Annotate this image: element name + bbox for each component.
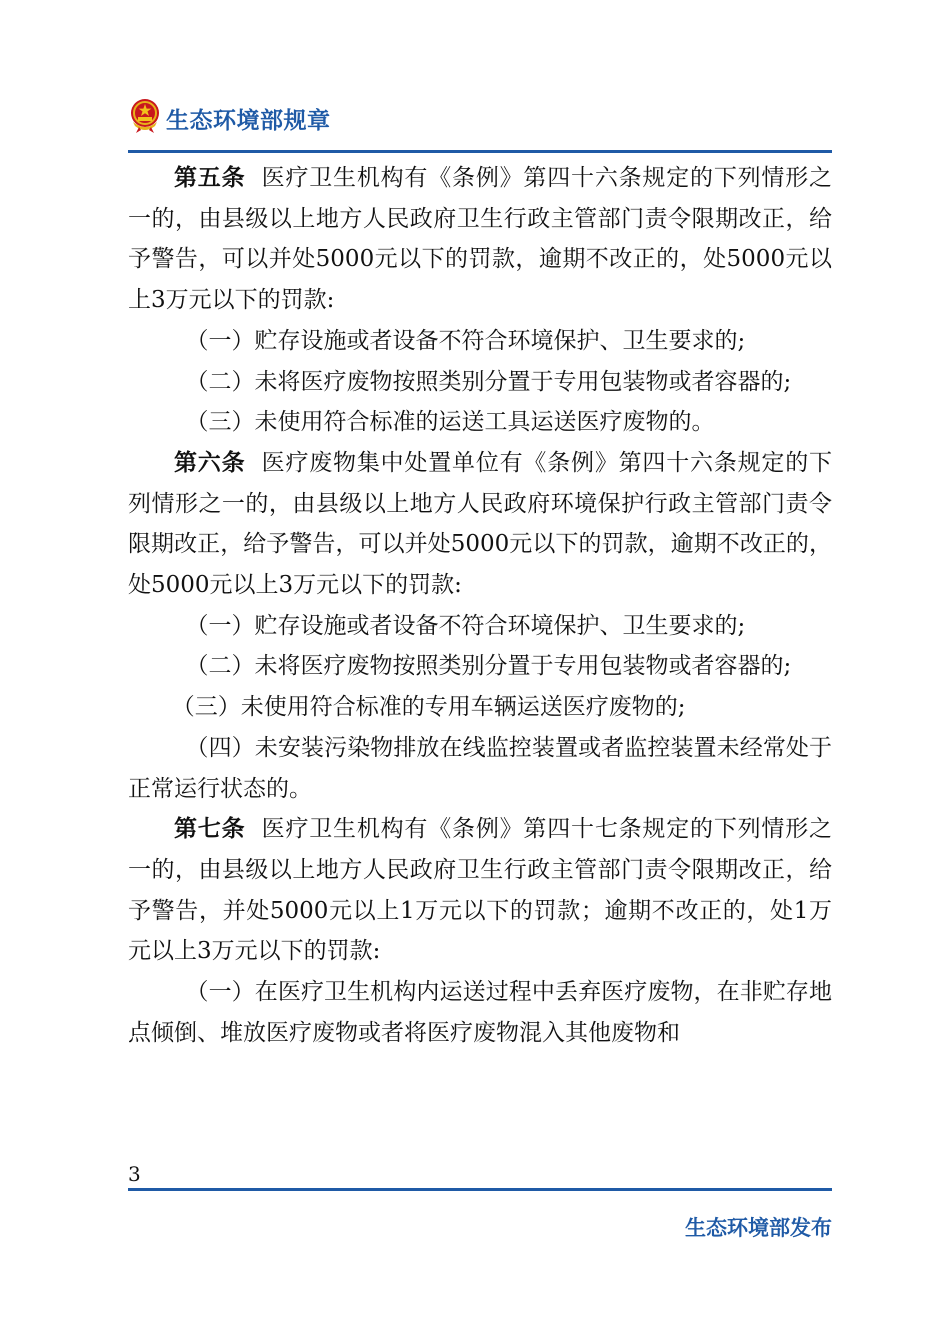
page-header [128, 98, 832, 154]
article-text: 医疗卫生机构有《条例》第四十六条规定的下列情形之一的，由县级以上地方人民政府卫生行政主管部门责令限期改正，给予警告，可以并处5000元以下的罚款，逾期不改正的，处5000元以上3万元以下的罚款: [128, 165, 833, 314]
footer-publisher: 生态环境部发布 [685, 1216, 832, 1240]
article-item: （四）未安装污染物排放在线监控装置或者监控装置未经常处于正常运行状态的。 [128, 734, 832, 802]
article-item: （三）未使用符合标准的专用车辆运送医疗废物的; [171, 694, 686, 721]
footer-divider [128, 1188, 832, 1191]
header-title: 生态环境部规章 [166, 108, 331, 134]
article-text: 医疗卫生机构有《条例》第四十七条规定的下列情形之一的，由县级以上地方人民政府卫生行政主管部门责令限期改正，给予警告，并处5000元以上1万元以下的罚款；逾期不改正的，处1万元以上3万元以下的罚款: [128, 816, 833, 965]
article-item: （一）贮存设施或者设备不符合环境保护、卫生要求的; [185, 612, 746, 639]
header-divider [128, 150, 832, 153]
article-paragraph [128, 158, 832, 321]
article-label: 第六条 [174, 449, 246, 476]
national-emblem-icon [128, 98, 162, 134]
article-item: （二）未将医疗废物按照类别分置于专用包装物或者容器的; [185, 368, 792, 395]
article-text: 医疗废物集中处置单位有《条例》第四十六条规定的下列情形之一的，由县级以上地方人民政府环境保护行政主管部门责令限期改正，给予警告，可以并处5000元以下的罚款，逾期不改正的，处5000元以上3万元以下的罚款: [128, 449, 833, 599]
article-item: （一）在医疗卫生机构内运送过程中丢弃医疗废物，在非贮存地点倾倒、堆放医疗废物或者将医疗废物混入其他废物和 [128, 979, 832, 1046]
article-paragraph [128, 809, 832, 972]
article-item: （三）未使用符合标准的运送工具运送医疗废物的。 [185, 409, 715, 436]
document-body [128, 158, 832, 1053]
article-item: （二）未将医疗废物按照类别分置于专用包装物或者容器的; [185, 653, 792, 680]
page-number: 3 [128, 1162, 141, 1186]
article-paragraph [128, 443, 832, 606]
article-item: （一）贮存设施或者设备不符合环境保护、卫生要求的; [185, 327, 746, 354]
article-label: 第五条 [174, 165, 246, 191]
article-label: 第七条 [174, 816, 246, 843]
